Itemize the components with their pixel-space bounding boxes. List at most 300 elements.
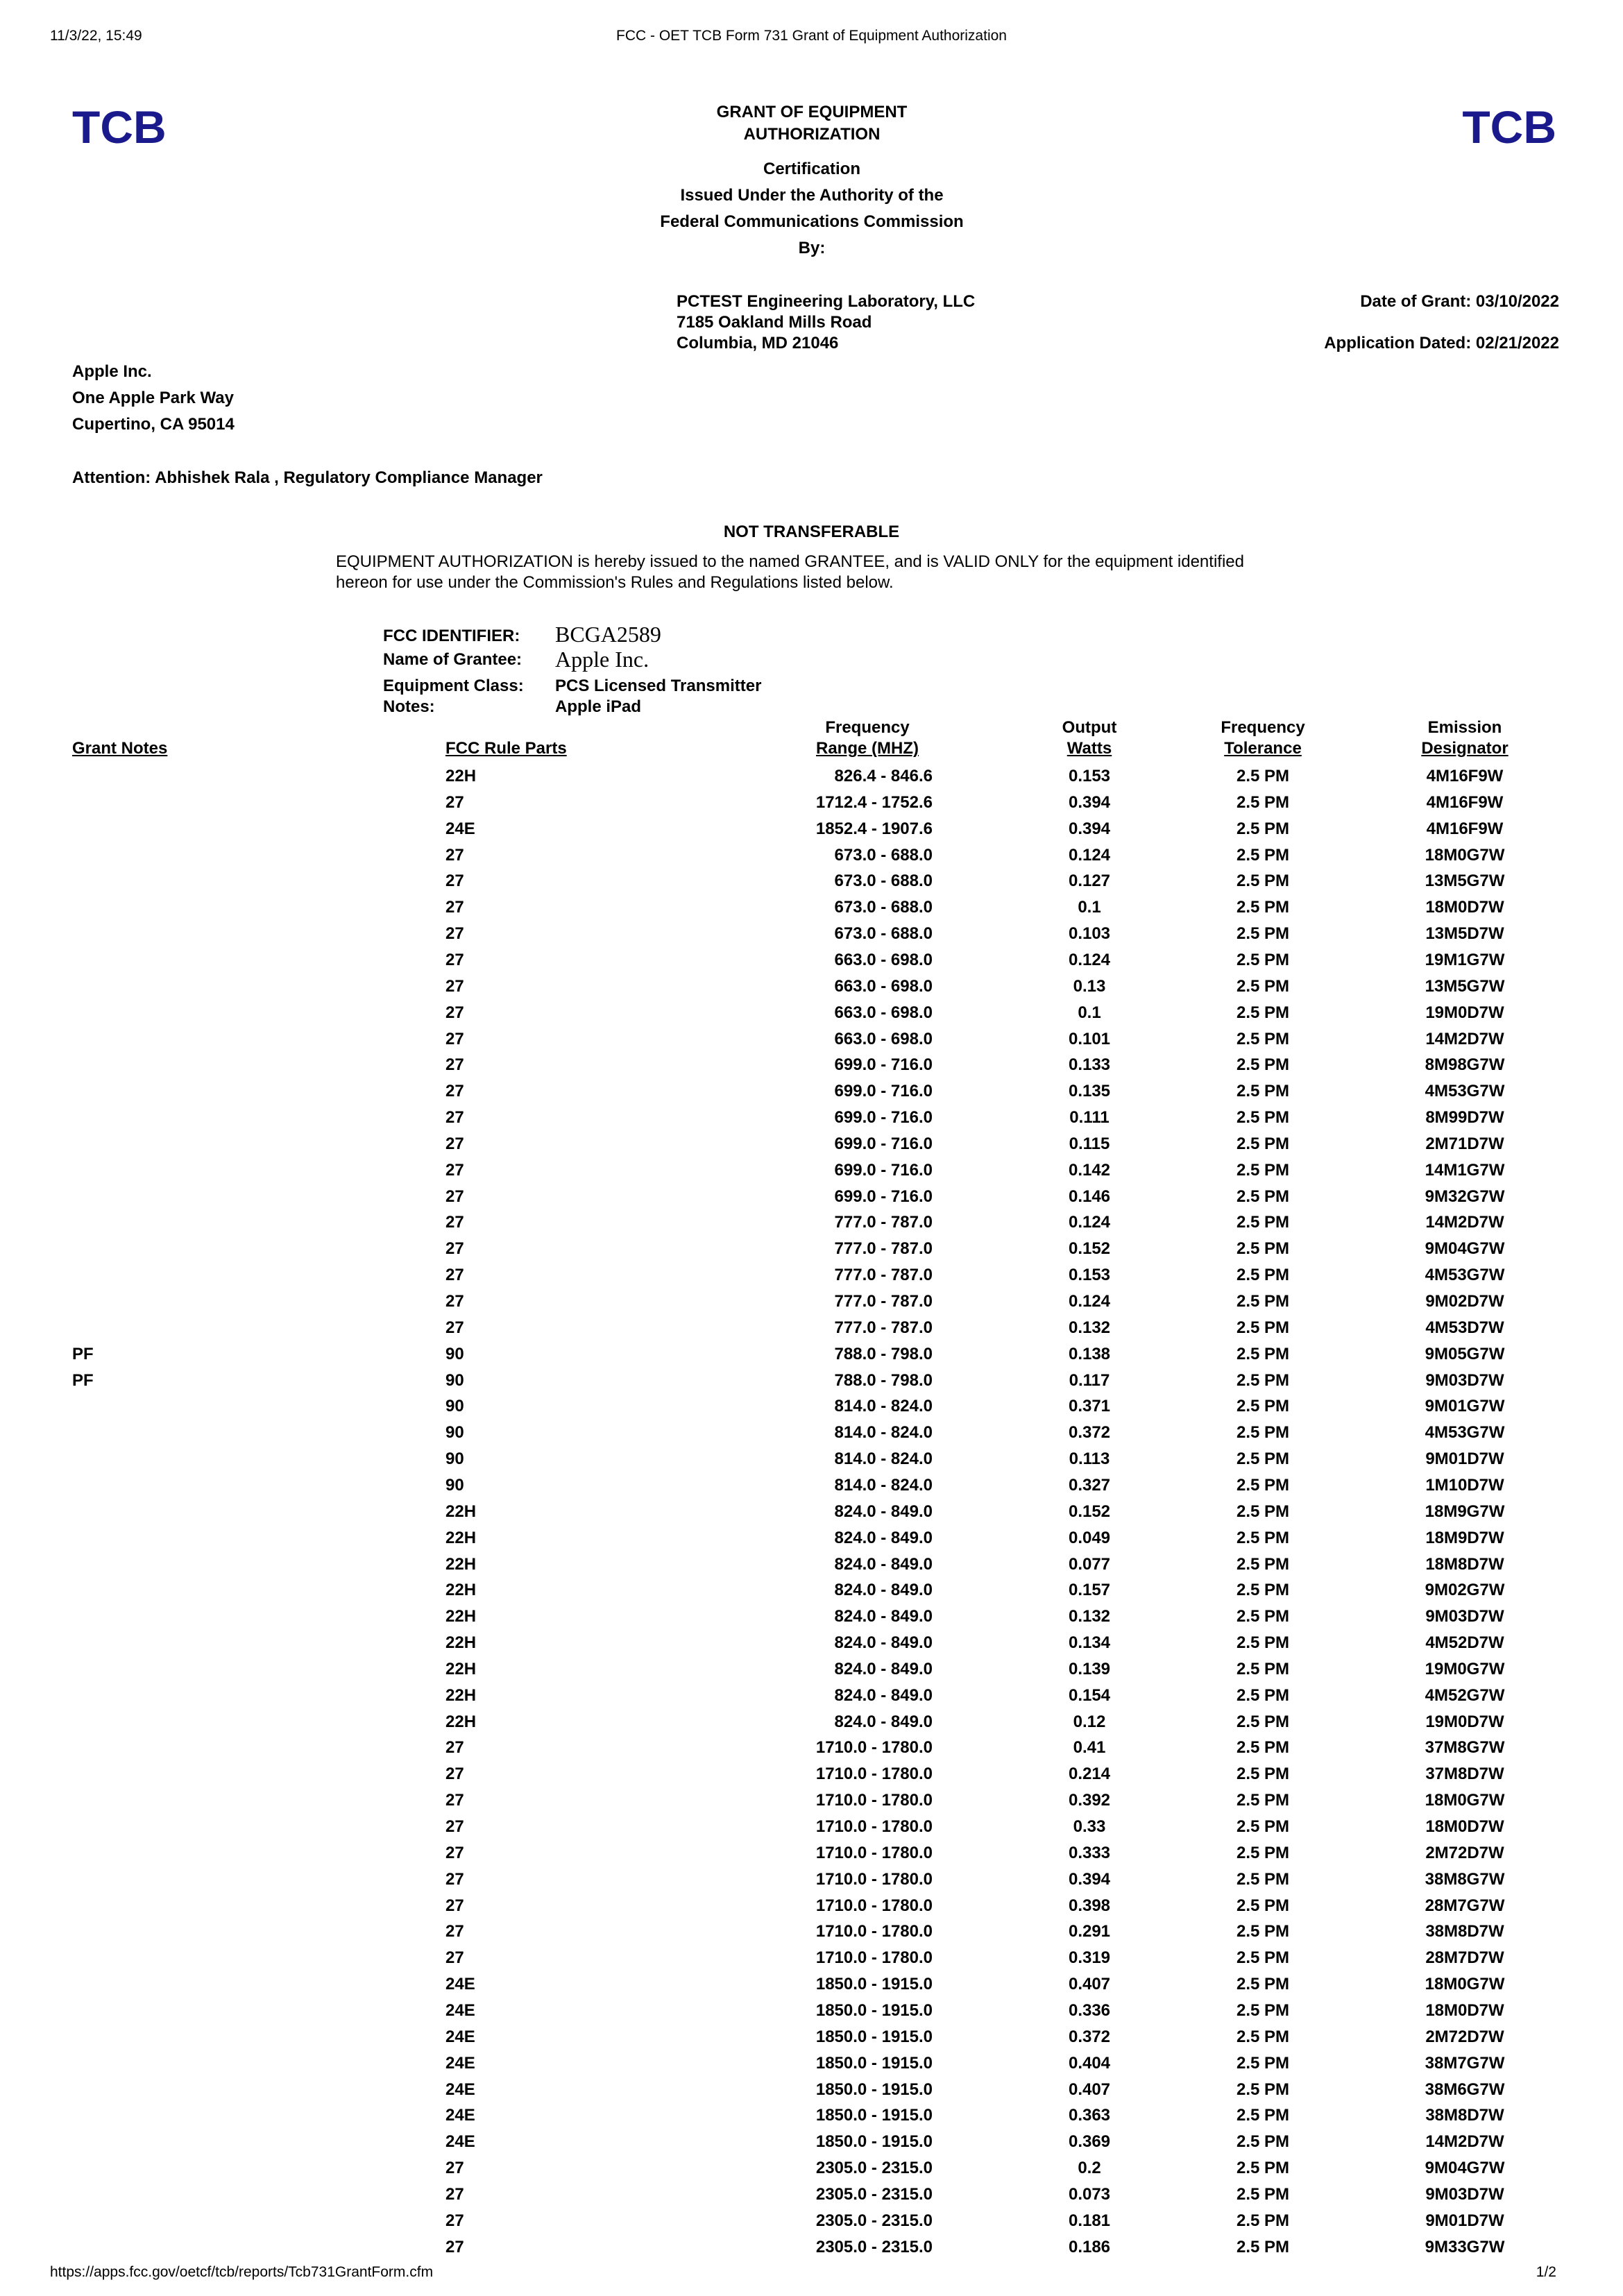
cell-frequency-range: 1710.0 - 1780.0	[815, 1764, 933, 1784]
header-emission-designator	[1388, 717, 1542, 759]
cell-output-watts: 0.371	[1068, 1397, 1111, 1416]
cell-rule-parts: 27	[445, 871, 464, 891]
cell-frequency-tolerance: 2.5 PM	[1236, 1869, 1290, 1889]
cell-rule-parts: 27	[445, 1082, 464, 1101]
authorization-text	[336, 552, 1244, 593]
cell-frequency-tolerance: 2.5 PM	[1236, 1554, 1290, 1574]
table-row	[0, 1341, 1623, 1368]
cell-frequency-tolerance: 2.5 PM	[1236, 1292, 1290, 1311]
cell-output-watts: 0.1	[1078, 1003, 1101, 1022]
cell-frequency-tolerance: 2.5 PM	[1236, 1239, 1290, 1259]
cell-frequency-tolerance: 2.5 PM	[1236, 1055, 1290, 1075]
cell-output-watts: 0.327	[1068, 1475, 1111, 1495]
cell-rule-parts: 27	[445, 1239, 464, 1259]
cell-emission-designator: 19M0D7W	[1425, 1003, 1504, 1022]
cell-frequency-range: 777.0 - 787.0	[834, 1266, 933, 1285]
cell-output-watts: 0.41	[1073, 1738, 1106, 1758]
table-row	[0, 1499, 1623, 1525]
table-row	[0, 1787, 1623, 1814]
issuer-city: Columbia, MD 21046	[677, 334, 839, 352]
cell-rule-parts: 27	[445, 1764, 464, 1784]
cell-rule-parts: 27	[445, 924, 464, 944]
cell-frequency-tolerance: 2.5 PM	[1236, 1449, 1290, 1469]
cell-frequency-tolerance: 2.5 PM	[1236, 1633, 1290, 1653]
cell-rule-parts: 27	[445, 1292, 464, 1311]
tcb-logo-right: TCB	[1462, 101, 1556, 153]
cell-frequency-tolerance: 2.5 PM	[1236, 1029, 1290, 1048]
cell-output-watts: 0.124	[1068, 1292, 1111, 1311]
table-row	[0, 894, 1623, 921]
cell-frequency-tolerance: 2.5 PM	[1236, 1581, 1290, 1600]
cell-frequency-tolerance: 2.5 PM	[1236, 1187, 1290, 1206]
cell-frequency-range: 788.0 - 798.0	[834, 1370, 933, 1390]
cell-output-watts: 0.111	[1069, 1108, 1110, 1128]
cell-rule-parts: 24E	[445, 1975, 475, 1994]
cell-frequency-range: 699.0 - 716.0	[834, 1187, 933, 1206]
cell-output-watts: 0.319	[1068, 1948, 1111, 1968]
cell-frequency-tolerance: 2.5 PM	[1236, 1922, 1290, 1941]
header-output-watts-bottom: Watts	[1067, 739, 1112, 758]
cell-frequency-tolerance: 2.5 PM	[1236, 2000, 1290, 2020]
cell-frequency-tolerance: 2.5 PM	[1236, 1134, 1290, 1153]
cell-rule-parts: 90	[445, 1370, 464, 1390]
cell-frequency-range: 824.0 - 849.0	[834, 1633, 933, 1653]
cell-frequency-range: 824.0 - 849.0	[834, 1502, 933, 1521]
grant-title	[604, 101, 1020, 146]
cell-emission-designator: 38M6G7W	[1425, 2080, 1505, 2099]
cell-frequency-range: 814.0 - 824.0	[834, 1475, 933, 1495]
cell-frequency-tolerance: 2.5 PM	[1236, 2053, 1290, 2073]
cell-frequency-range: 699.0 - 716.0	[834, 1108, 933, 1128]
commission-line: Federal Communications Commission	[660, 212, 964, 231]
cell-frequency-range: 1710.0 - 1780.0	[815, 1922, 933, 1941]
table-row	[0, 790, 1623, 816]
cell-emission-designator: 13M5G7W	[1425, 976, 1505, 996]
header-frequency-tolerance	[1193, 717, 1332, 759]
cell-emission-designator: 8M98G7W	[1425, 1055, 1505, 1075]
cell-frequency-range: 663.0 - 698.0	[834, 950, 933, 969]
table-row	[0, 1577, 1623, 1604]
cell-frequency-tolerance: 2.5 PM	[1236, 1370, 1290, 1390]
cell-rule-parts: 90	[445, 1449, 464, 1469]
issuer-street: 7185 Oakland Mills Road	[677, 313, 872, 332]
issuer-name: PCTEST Engineering Laboratory, LLC	[677, 292, 976, 311]
cell-output-watts: 0.124	[1068, 845, 1111, 865]
cell-emission-designator: 8M99D7W	[1425, 1108, 1504, 1128]
cell-frequency-tolerance: 2.5 PM	[1236, 898, 1290, 917]
application-date: Application Dated: 02/21/2022	[1324, 334, 1559, 352]
table-row	[0, 1078, 1623, 1105]
cell-emission-designator: 19M0D7W	[1425, 1712, 1504, 1731]
header-frequency-tolerance-top: Frequency	[1221, 718, 1305, 737]
cell-frequency-range: 1850.0 - 1915.0	[815, 2053, 933, 2073]
header-emission-designator-bottom: Designator	[1421, 739, 1509, 758]
table-row	[0, 1105, 1623, 1131]
table-row	[0, 1761, 1623, 1787]
grant-title-line2: AUTHORIZATION	[743, 125, 881, 144]
cell-rule-parts: 24E	[445, 2080, 475, 2099]
attention-line: Attention: Abhishek Rala , Regulatory Compliance Manager	[72, 468, 543, 487]
cell-emission-designator: 4M52G7W	[1425, 1685, 1505, 1705]
footer-page-number: 1/2	[1536, 2264, 1556, 2280]
cell-output-watts: 0.132	[1068, 1318, 1111, 1337]
cell-emission-designator: 18M0G7W	[1425, 1975, 1505, 1994]
table-row	[0, 1472, 1623, 1499]
cell-emission-designator: 18M0D7W	[1425, 2000, 1504, 2020]
cell-rule-parts: 27	[445, 1134, 464, 1153]
cell-frequency-tolerance: 2.5 PM	[1236, 1528, 1290, 1547]
cell-frequency-range: 1850.0 - 1915.0	[815, 2000, 933, 2020]
cell-rule-parts: 27	[445, 845, 464, 865]
cell-emission-designator: 4M16F9W	[1426, 819, 1504, 838]
cell-frequency-tolerance: 2.5 PM	[1236, 924, 1290, 944]
table-row	[0, 1446, 1623, 1472]
cell-output-watts: 0.115	[1069, 1134, 1110, 1153]
cell-emission-designator: 9M01D7W	[1425, 2211, 1504, 2230]
grantee-name: Apple Inc.	[72, 362, 152, 381]
table-row	[0, 1368, 1623, 1394]
table-row	[0, 1656, 1623, 1683]
table-row	[0, 1525, 1623, 1551]
header-output-watts	[1020, 717, 1159, 759]
table-row	[0, 2024, 1623, 2050]
cell-emission-designator: 37M8G7W	[1425, 1738, 1505, 1758]
cell-frequency-range: 673.0 - 688.0	[834, 871, 933, 891]
print-timestamp: 11/3/22, 15:49	[50, 28, 142, 44]
grantee-street: One Apple Park Way	[72, 389, 234, 407]
cell-emission-designator: 14M2D7W	[1425, 2132, 1504, 2152]
notes-label: Notes:	[383, 697, 435, 716]
table-row	[0, 2050, 1623, 2077]
cell-emission-designator: 38M7G7W	[1425, 2053, 1505, 2073]
cell-frequency-range: 1710.0 - 1780.0	[815, 1948, 933, 1968]
cell-rule-parts: 24E	[445, 2027, 475, 2046]
cell-rule-parts: 27	[445, 2211, 464, 2230]
cell-frequency-tolerance: 2.5 PM	[1236, 1791, 1290, 1810]
cell-emission-designator: 9M03D7W	[1425, 1370, 1504, 1390]
table-row	[0, 2208, 1623, 2234]
authority-block	[604, 156, 1020, 262]
cell-frequency-tolerance: 2.5 PM	[1236, 1712, 1290, 1731]
cell-emission-designator: 14M1G7W	[1425, 1160, 1505, 1180]
cell-frequency-range: 824.0 - 849.0	[834, 1607, 933, 1626]
table-row	[0, 1262, 1623, 1289]
cell-output-watts: 0.404	[1068, 2053, 1111, 2073]
table-row	[0, 1052, 1623, 1078]
cell-frequency-tolerance: 2.5 PM	[1236, 845, 1290, 865]
tcb-logo-left: TCB	[72, 101, 167, 153]
cell-output-watts: 0.146	[1068, 1187, 1111, 1206]
cell-rule-parts: 27	[445, 1922, 464, 1941]
issuer-address	[677, 291, 975, 354]
cell-rule-parts: 27	[445, 1948, 464, 1968]
table-row	[0, 1289, 1623, 1315]
cell-frequency-tolerance: 2.5 PM	[1236, 950, 1290, 969]
cell-output-watts: 0.186	[1068, 2237, 1111, 2256]
cell-rule-parts: 22H	[445, 767, 477, 785]
cell-emission-designator: 18M0D7W	[1425, 1817, 1504, 1836]
cell-output-watts: 0.152	[1068, 1502, 1111, 1521]
cell-frequency-range: 2305.0 - 2315.0	[815, 2159, 933, 2178]
cell-output-watts: 0.1	[1078, 898, 1101, 917]
table-row	[0, 2129, 1623, 2155]
cell-frequency-range: 663.0 - 698.0	[834, 1003, 933, 1022]
table-row	[0, 1236, 1623, 1262]
cell-frequency-tolerance: 2.5 PM	[1236, 1213, 1290, 1232]
cell-emission-designator: 2M72D7W	[1425, 2027, 1504, 2046]
cell-output-watts: 0.153	[1068, 1266, 1111, 1285]
cell-rule-parts: 27	[445, 898, 464, 917]
cell-output-watts: 0.33	[1073, 1817, 1106, 1836]
table-row	[0, 1604, 1623, 1630]
cell-frequency-tolerance: 2.5 PM	[1236, 976, 1290, 996]
cell-frequency-range: 1710.0 - 1780.0	[815, 1791, 933, 1810]
cell-emission-designator: 9M33G7W	[1425, 2237, 1505, 2256]
grantee-address	[72, 359, 235, 438]
cell-rule-parts: 90	[445, 1475, 464, 1495]
table-row	[0, 947, 1623, 973]
cell-emission-designator: 9M32G7W	[1425, 1187, 1505, 1206]
cell-frequency-range: 673.0 - 688.0	[834, 924, 933, 944]
cell-frequency-tolerance: 2.5 PM	[1236, 871, 1290, 891]
fcc-id-value: BCGA2589	[555, 622, 661, 647]
cell-frequency-tolerance: 2.5 PM	[1236, 1318, 1290, 1337]
cell-output-watts: 0.154	[1068, 1685, 1111, 1705]
cell-frequency-range: 673.0 - 688.0	[834, 898, 933, 917]
cell-rule-parts: 27	[445, 950, 464, 969]
cell-rule-parts: 24E	[445, 819, 475, 838]
cell-output-watts: 0.049	[1068, 1528, 1111, 1547]
cell-frequency-range: 824.0 - 849.0	[834, 1659, 933, 1678]
cell-frequency-tolerance: 2.5 PM	[1236, 1764, 1290, 1784]
cell-frequency-tolerance: 2.5 PM	[1236, 1502, 1290, 1521]
cell-output-watts: 0.372	[1068, 2027, 1111, 2046]
print-page-title: FCC - OET TCB Form 731 Grant of Equipment Authorization	[616, 28, 1007, 44]
table-row	[0, 1683, 1623, 1709]
cell-frequency-tolerance: 2.5 PM	[1236, 2027, 1290, 2046]
cell-frequency-range: 2305.0 - 2315.0	[815, 2237, 933, 2256]
cell-rule-parts: 27	[445, 1187, 464, 1206]
cell-rule-parts: 22H	[445, 1685, 477, 1705]
table-row	[0, 816, 1623, 842]
cell-frequency-range: 1710.0 - 1780.0	[815, 1843, 933, 1862]
cell-emission-designator: 18M9D7W	[1425, 1528, 1504, 1547]
cell-emission-designator: 4M52D7W	[1425, 1633, 1504, 1653]
cell-rule-parts: 24E	[445, 2000, 475, 2020]
footer-url[interactable]: https://apps.fcc.gov/oetcf/tcb/reports/Tcb731GrantForm.cfm	[50, 2264, 434, 2280]
cell-emission-designator: 13M5D7W	[1425, 924, 1504, 944]
cell-output-watts: 0.407	[1068, 1975, 1111, 1994]
cell-frequency-range: 673.0 - 688.0	[834, 845, 933, 865]
table-row	[0, 1971, 1623, 1998]
cell-output-watts: 0.392	[1068, 1791, 1111, 1810]
cell-frequency-range: 824.0 - 849.0	[834, 1685, 933, 1705]
cell-frequency-tolerance: 2.5 PM	[1236, 1975, 1290, 1994]
cell-emission-designator: 19M1G7W	[1425, 950, 1505, 969]
cell-rule-parts: 22H	[445, 1607, 477, 1626]
cell-rule-parts: 22H	[445, 1502, 477, 1521]
cell-frequency-range: 663.0 - 698.0	[834, 976, 933, 996]
cell-frequency-range: 814.0 - 824.0	[834, 1449, 933, 1469]
cell-rule-parts: 27	[445, 1896, 464, 1915]
cell-frequency-tolerance: 2.5 PM	[1236, 2237, 1290, 2256]
cell-emission-designator: 4M53G7W	[1425, 1423, 1505, 1443]
cell-output-watts: 0.333	[1068, 1843, 1111, 1862]
cell-rule-parts: 27	[445, 1029, 464, 1048]
cell-emission-designator: 4M53G7W	[1425, 1082, 1505, 1101]
cell-frequency-tolerance: 2.5 PM	[1236, 2159, 1290, 2178]
cell-frequency-range: 1850.0 - 1915.0	[815, 2132, 933, 2152]
cell-output-watts: 0.138	[1068, 1344, 1111, 1363]
cell-frequency-tolerance: 2.5 PM	[1236, 1659, 1290, 1678]
cell-frequency-range: 777.0 - 787.0	[834, 1239, 933, 1259]
cell-frequency-range: 814.0 - 824.0	[834, 1397, 933, 1416]
table-row	[0, 2182, 1623, 2208]
cell-output-watts: 0.133	[1068, 1055, 1111, 1075]
authorization-text-line2: hereon for use under the Commission's Rules and Regulations listed below.	[336, 573, 894, 592]
cell-frequency-range: 1850.0 - 1915.0	[815, 2027, 933, 2046]
cell-output-watts: 0.152	[1068, 1239, 1111, 1259]
cell-output-watts: 0.181	[1068, 2211, 1111, 2230]
cell-output-watts: 0.124	[1068, 950, 1111, 969]
table-row	[0, 1630, 1623, 1656]
cell-output-watts: 0.2	[1078, 2159, 1101, 2178]
cell-emission-designator: 38M8G7W	[1425, 1869, 1505, 1889]
cell-rule-parts: 22H	[445, 1528, 477, 1547]
table-row	[0, 1735, 1623, 1761]
authority-line: Issued Under the Authority of the	[680, 186, 944, 205]
cell-frequency-range: 824.0 - 849.0	[834, 1712, 933, 1731]
cell-emission-designator: 14M2D7W	[1425, 1029, 1504, 1048]
cell-rule-parts: 27	[445, 1817, 464, 1836]
cell-frequency-range: 824.0 - 849.0	[834, 1581, 933, 1600]
cell-frequency-tolerance: 2.5 PM	[1236, 2211, 1290, 2230]
cell-frequency-range: 1850.0 - 1915.0	[815, 1975, 933, 1994]
table-row	[0, 1998, 1623, 2024]
cell-frequency-tolerance: 2.5 PM	[1236, 2080, 1290, 2099]
notes-value: Apple iPad	[555, 697, 642, 716]
header-frequency-tolerance-bottom: Tolerance	[1224, 739, 1302, 758]
cell-emission-designator: 18M9G7W	[1425, 1502, 1505, 1521]
cell-output-watts: 0.369	[1068, 2132, 1111, 2152]
cell-rule-parts: 27	[445, 976, 464, 996]
cell-rule-parts: 27	[445, 1055, 464, 1075]
cell-frequency-tolerance: 2.5 PM	[1236, 1397, 1290, 1416]
cell-frequency-range: 2305.0 - 2315.0	[815, 2184, 933, 2204]
cell-rule-parts: 90	[445, 1397, 464, 1416]
cell-rule-parts: 22H	[445, 1581, 477, 1600]
cell-frequency-range: 1852.4 - 1907.6	[815, 819, 933, 838]
cell-emission-designator: 18M8D7W	[1425, 1554, 1504, 1574]
cell-output-watts: 0.117	[1069, 1370, 1110, 1390]
cell-frequency-range: 699.0 - 716.0	[834, 1082, 933, 1101]
cell-emission-designator: 19M0G7W	[1425, 1659, 1505, 1678]
not-transferable: NOT TRANSFERABLE	[723, 522, 900, 541]
table-row	[0, 1026, 1623, 1053]
cell-rule-parts: 22H	[445, 1554, 477, 1574]
cell-frequency-tolerance: 2.5 PM	[1236, 1160, 1290, 1180]
cell-frequency-tolerance: 2.5 PM	[1236, 1843, 1290, 1862]
cell-frequency-tolerance: 2.5 PM	[1236, 2106, 1290, 2125]
cell-grant-notes: PF	[72, 1344, 94, 1363]
cell-emission-designator: 14M2D7W	[1425, 1213, 1504, 1232]
table-row	[0, 2155, 1623, 2182]
cell-output-watts: 0.394	[1068, 792, 1111, 812]
cell-rule-parts: 24E	[445, 2053, 475, 2073]
cell-emission-designator: 9M03D7W	[1425, 1607, 1504, 1626]
cell-frequency-range: 1712.4 - 1752.6	[815, 792, 933, 812]
cell-frequency-range: 777.0 - 787.0	[834, 1292, 933, 1311]
cell-frequency-tolerance: 2.5 PM	[1236, 1108, 1290, 1128]
table-row	[0, 1919, 1623, 1945]
header-grant-notes: Grant Notes	[72, 739, 168, 758]
cell-rule-parts: 27	[445, 1003, 464, 1022]
cell-output-watts: 0.407	[1068, 2080, 1111, 2099]
cell-emission-designator: 38M8D7W	[1425, 2106, 1504, 2125]
cell-output-watts: 0.139	[1068, 1659, 1111, 1678]
by-line: By:	[798, 239, 826, 257]
cell-output-watts: 0.12	[1073, 1712, 1106, 1731]
cell-frequency-range: 1710.0 - 1780.0	[815, 1738, 933, 1758]
table-row	[0, 1184, 1623, 1210]
table-row	[0, 921, 1623, 947]
cell-output-watts: 0.214	[1068, 1764, 1111, 1784]
cell-frequency-tolerance: 2.5 PM	[1236, 819, 1290, 838]
cell-emission-designator: 9M02G7W	[1425, 1581, 1505, 1600]
cell-emission-designator: 13M5G7W	[1425, 871, 1505, 891]
cell-rule-parts: 27	[445, 2237, 464, 2256]
cell-emission-designator: 4M16F9W	[1426, 767, 1504, 785]
grantee-label: Name of Grantee:	[383, 650, 522, 669]
cell-frequency-tolerance: 2.5 PM	[1236, 1738, 1290, 1758]
cell-frequency-tolerance: 2.5 PM	[1236, 1948, 1290, 1968]
cell-output-watts: 0.135	[1068, 1082, 1111, 1101]
cell-output-watts: 0.153	[1068, 767, 1111, 785]
table-row	[0, 2234, 1623, 2261]
grant-title-line1: GRANT OF EQUIPMENT	[716, 103, 908, 121]
cell-output-watts: 0.372	[1068, 1423, 1111, 1443]
cell-output-watts: 0.132	[1068, 1607, 1111, 1626]
header-frequency-range-bottom: Range (MHZ)	[816, 739, 919, 758]
cell-frequency-range: 699.0 - 716.0	[834, 1160, 933, 1180]
cell-emission-designator: 9M01D7W	[1425, 1449, 1504, 1469]
cell-emission-designator: 4M16F9W	[1426, 792, 1504, 812]
cell-rule-parts: 22H	[445, 1633, 477, 1653]
cell-frequency-range: 1710.0 - 1780.0	[815, 1896, 933, 1915]
table-row	[0, 1551, 1623, 1578]
cell-rule-parts: 90	[445, 1423, 464, 1443]
cell-emission-designator: 18M0G7W	[1425, 845, 1505, 865]
table-row	[0, 1709, 1623, 1735]
cell-output-watts: 0.113	[1069, 1449, 1110, 1469]
grantee-value: Apple Inc.	[555, 647, 649, 672]
cell-frequency-tolerance: 2.5 PM	[1236, 1266, 1290, 1285]
cell-frequency-range: 1850.0 - 1915.0	[815, 2106, 933, 2125]
cell-emission-designator: 18M0D7W	[1425, 898, 1504, 917]
cell-emission-designator: 9M02D7W	[1425, 1292, 1504, 1311]
table-row	[0, 1420, 1623, 1446]
table-row	[0, 1000, 1623, 1026]
table-row	[0, 763, 1623, 790]
cell-rule-parts: 27	[445, 1318, 464, 1337]
cell-emission-designator: 28M7D7W	[1425, 1948, 1504, 1968]
table-row	[0, 1315, 1623, 1341]
cell-output-watts: 0.157	[1068, 1581, 1111, 1600]
fcc-id-label: FCC IDENTIFIER:	[383, 627, 520, 645]
cell-emission-designator: 2M71D7W	[1425, 1134, 1504, 1153]
cell-frequency-range: 826.4 - 846.6	[834, 767, 933, 785]
cell-output-watts: 0.398	[1068, 1896, 1111, 1915]
